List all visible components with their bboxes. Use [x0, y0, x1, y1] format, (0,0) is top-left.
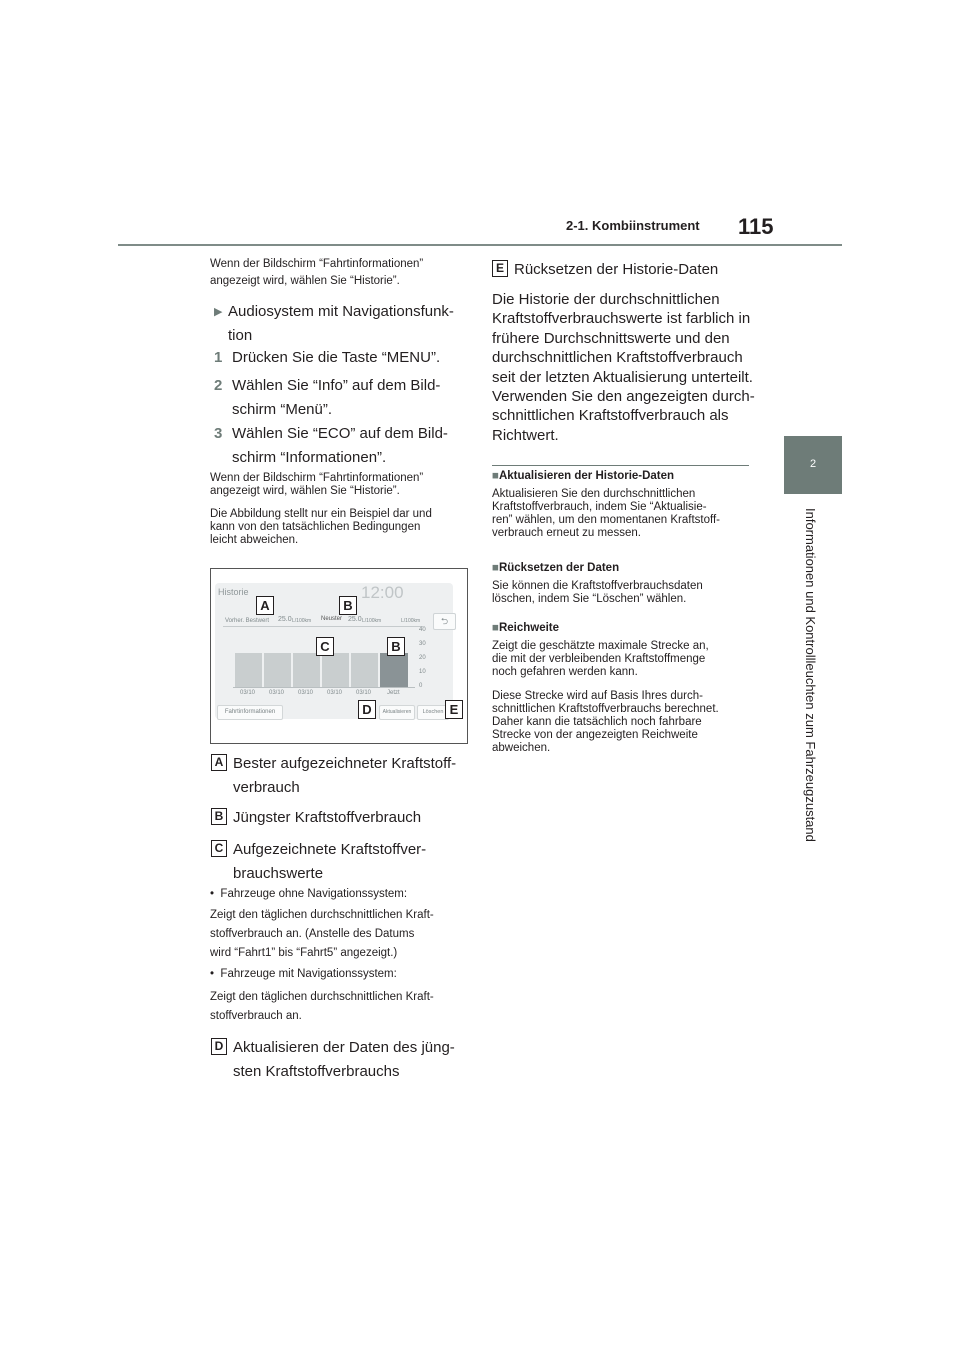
chart-bar [293, 653, 320, 687]
update-button[interactable]: Aktualisieren [379, 705, 415, 720]
latest-value: 25.0 [348, 616, 362, 623]
chart-bar [351, 653, 378, 687]
delete-button[interactable]: Löschen [417, 705, 449, 720]
x-label: 03/10 [356, 690, 372, 696]
y-tick: 40 [419, 627, 426, 633]
side-tab-label: Informationen und Kontrollleuchten zum Fahrzeugzustand [803, 508, 818, 842]
x-label: Jetzt [387, 690, 400, 696]
marker-e: E [492, 260, 508, 277]
item-e: E Rücksetzen der Historie-Daten [492, 258, 762, 282]
history-screen [215, 583, 453, 719]
bullet-nav-text: Zeigt den täglichen durchschnittlichen Kraft- stoffverbrauch an. [210, 991, 434, 1022]
item-c: C Aufgezeichnete Kraftstoffver- brauchswerte [211, 838, 481, 886]
x-label: 03/10 [240, 690, 256, 696]
chart-bar [235, 653, 262, 687]
back-button[interactable]: ⮌ [433, 613, 456, 630]
history-screen-figure [210, 568, 468, 744]
screen-title: Historie [218, 587, 249, 597]
square-bullet-icon: ■ [492, 562, 499, 574]
heading-range: ■Reichweite [492, 622, 560, 634]
screen-clock: 12:00 [361, 583, 404, 602]
marker-d: D [211, 1038, 227, 1055]
x-label: 03/10 [327, 690, 343, 696]
arrow-right-icon: ▶ [214, 306, 223, 318]
update-text: Aktualisieren Sie den durchschnittlichen Kraftstoffverbrauch, indem Sie “Aktualisie- ren” wählen, um den momentanen Kraftstoff- verbrauch erneut zu messen. [492, 488, 720, 539]
chart-bar-current [380, 653, 408, 687]
x-label: 03/10 [269, 690, 285, 696]
square-bullet-icon: ■ [492, 622, 499, 634]
step-3: 3 Wählen Sie “ECO” auf dem Bild- schirm “Informationen”. [214, 425, 448, 466]
callout-a: A [256, 596, 274, 615]
y-tick: 30 [419, 641, 426, 647]
note-disclaimer: Die Abbildung stellt nur ein Beispiel dar und kann von den tatsächlichen Bedingungen leicht abweichen. [210, 508, 432, 546]
range-text-2: Diese Strecke wird auf Basis Ihres durch- schnittlichen Kraftstoffverbrauchs berechnet. Daher kann die tatsächlich noch fahrbare Strecke von der angezeigten Reichweite abweichen. [492, 690, 719, 754]
best-label: Vorher. Bestwert [225, 618, 270, 624]
note-history: Wenn der Bildschirm “Fahrtinformationen” angezeigt wird, wählen Sie “Historie”. [210, 472, 424, 497]
intro-text: Wenn der Bildschirm “Fahrtinformationen” angezeigt wird, wählen Sie “Historie”. [210, 258, 424, 287]
latest-unit: L/100km [362, 618, 382, 624]
section-divider [492, 465, 749, 466]
item-a: A Bester aufgezeichneter Kraftstoff- verbrauch [211, 752, 481, 800]
y-tick: 20 [419, 655, 426, 661]
bullet-no-nav: • Fahrzeuge ohne Navigationssystem: [210, 888, 408, 900]
callout-b-top: B [339, 596, 357, 615]
item-e-text: Die Historie der durchschnittlichen Kraftstoffverbrauchswerte ist farblich in frühere Durchschnittswerte und den durchschnittlichen Kraftstoffverbrauch seit der letzten Aktualisierung unterteilt. Verwenden Sie den angezeigten durch- schnittlichen Kraftstoffverbrauch als Richtwert. [492, 291, 755, 444]
marker-c: C [211, 840, 227, 857]
callout-c: C [316, 637, 334, 656]
marker-a: A [211, 754, 227, 771]
callout-b-bottom: B [387, 637, 405, 656]
trip-info-button[interactable]: Fahrtinformationen [217, 705, 283, 720]
step-2: 2 Wählen Sie “Info” auf dem Bild- schirm “Menü”. [214, 377, 441, 418]
reset-text: Sie können die Kraftstoffverbrauchsdaten löschen, indem Sie “Löschen” wählen. [492, 580, 703, 605]
best-unit: L/100km [292, 618, 312, 624]
header-line [223, 626, 423, 627]
header-divider [118, 244, 842, 246]
latest-label: Neuster [321, 616, 343, 622]
heading-reset: ■Rücksetzen der Daten [492, 562, 620, 574]
nav-heading: ▶ Audiosystem mit Navigationsfunk- tion [214, 300, 474, 348]
x-label: 03/10 [298, 690, 314, 696]
callout-d: D [358, 700, 376, 719]
step-1: 1 Drücken Sie die Taste “MENU”. [214, 349, 441, 366]
bullet-nav: • Fahrzeuge mit Navigationssystem: [210, 968, 397, 980]
item-d: D Aktualisieren der Daten des jüng- sten Kraftstoffverbrauchs [211, 1036, 481, 1084]
section-title: 2-1. Kombiinstrument [566, 218, 700, 233]
y-tick: 10 [419, 669, 426, 675]
chart-bar [322, 653, 349, 687]
square-bullet-icon: ■ [492, 470, 499, 482]
range-text: Zeigt die geschätzte maximale Strecke an, die mit der verbleibenden Kraftstoffmenge noch gefahren werden kann. [492, 640, 709, 678]
chart-baseline [233, 687, 415, 688]
heading-update: ■Aktualisieren der Historie-Daten [492, 470, 675, 482]
item-b: B Jüngster Kraftstoffverbrauch [211, 806, 481, 830]
chart-bar [264, 653, 291, 687]
callout-e: E [445, 700, 463, 719]
marker-b: B [211, 808, 227, 825]
page-number: 115 [738, 214, 774, 239]
axis-unit: L/100km [401, 618, 421, 624]
best-value: 25.0 [278, 616, 292, 623]
side-tab-number: 2 [809, 458, 817, 470]
bullet-no-nav-text: Zeigt den täglichen durchschnittlichen Kraft- stoffverbrauch an. (Anstelle des Datums wird “Fahrt1” bis “Fahrt5” angezeigt.) [210, 909, 434, 959]
y-tick: 0 [419, 683, 423, 689]
